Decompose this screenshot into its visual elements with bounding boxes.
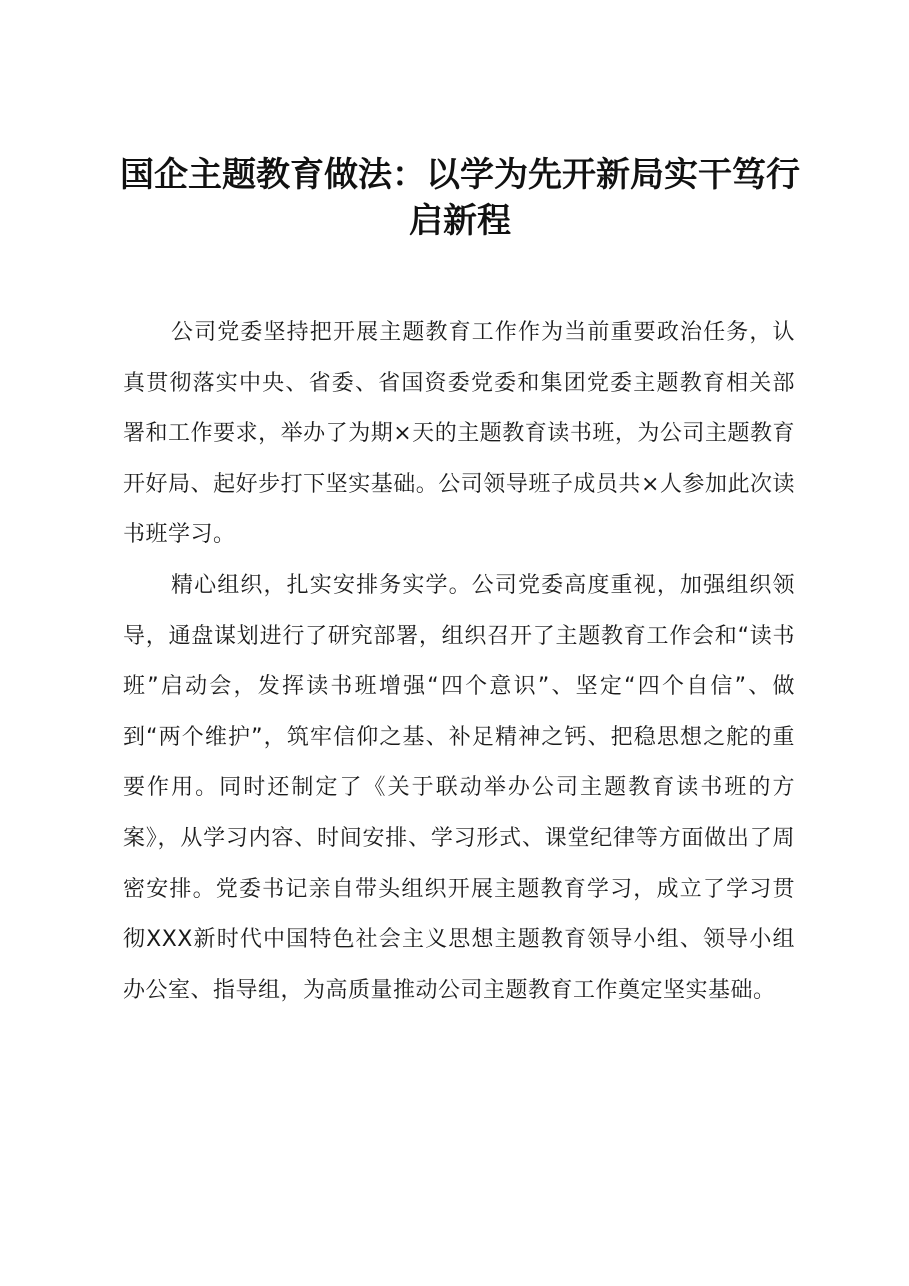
paragraph-intro: 公司党委坚持把开展主题教育工作作为当前重要政治任务，认真贯彻落实中央、省委、省国资委党委和集团党委主题教育相关部署和工作要求，举办了为期×天的主题教育读书班，为公司主题教育开好局、起好步打下坚实基础。公司领导班子成员共×人参加此次读书班学习。 [123, 320, 795, 548]
paragraph-organization: 精心组织，扎实安排务实学。公司党委高度重视，加强组织领导，通盘谋划进行了研究部署，组织召开了主题教育工作会和“读书班”启动会，发挥读书班增强“四个意识”、坚定“四个自信”、做到“两个维护”，筑牢信仰之基、补足精神之钙、把稳思想之舵的重要作用。同时还制定了《关于联动举办公司主题教育读书班的方案》，从学习内容、时间安排、学习形式、课堂纪律等方面做出了周密安排。党委书记亲自带头组织开展主题教育学习，成立了学习贯彻XXX新时代中国特色社会主义思想主题教育领导小组、领导小组办公室、指导组，为高质量推动公司主题教育工作奠定坚实基础。 [123, 572, 795, 1003]
document-title: 国企主题教育做法：以学为先开新局实干笃行启新程 [120, 155, 800, 241]
document-body [123, 308, 795, 1016]
